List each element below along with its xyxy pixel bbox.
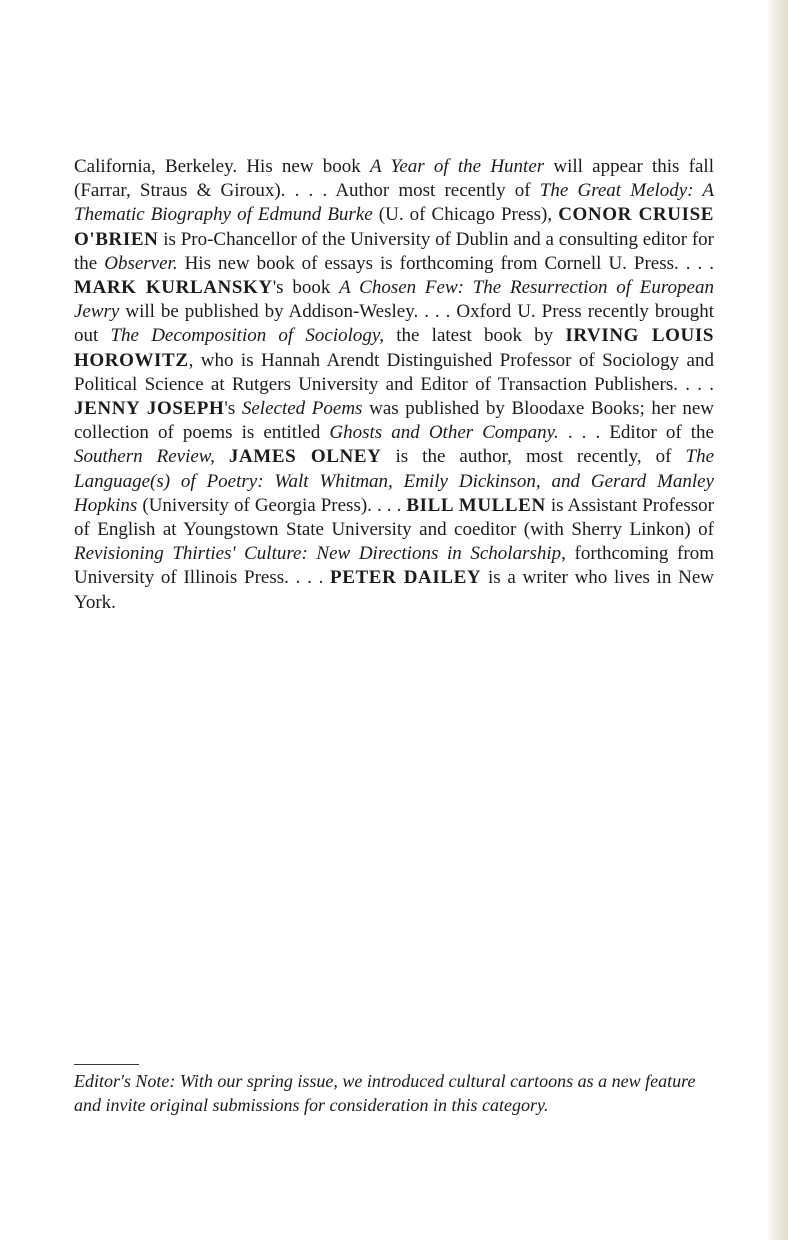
- contributor-name: BILL MULLEN: [406, 494, 546, 516]
- contributor-name: JAMES OLNEY: [228, 446, 382, 468]
- text-run: His new book of essays is forthcoming from Cornell U. Press. . . .: [177, 252, 715, 274]
- contributors-paragraph: [74, 155, 714, 615]
- editor-note: Editor's Note: With our spring issue, we introduced cultural cartoons as a new feature and invite original submissions for consideration in this category.: [74, 1071, 696, 1115]
- text-run: will appear this fall (Farrar, Straus & Giroux). . . . Author most recently of: [74, 156, 714, 202]
- book-title: The Decomposition of Sociology,: [110, 325, 385, 347]
- text-run: forthcoming from University of Illinois Press. . . .: [74, 543, 714, 589]
- book-title: Revisioning Thirties' Culture: New Directions in Scholarship,: [74, 543, 566, 565]
- book-title: A Year of the Hunter: [370, 156, 545, 177]
- text-run: was published by Bloodaxe Books; her new collection of poems is entitled: [74, 398, 714, 444]
- book-title: The Language(s) of Poetry: Walt Whitman, Emily Dickinson, and Gerard Manley Hopkins: [74, 446, 714, 516]
- publication-title: Observer.: [104, 252, 178, 274]
- text-run: is a writer who lives in New York.: [74, 567, 714, 613]
- page-spine-shadow: [766, 0, 788, 1240]
- contributor-name: PETER DAILEY: [330, 567, 482, 589]
- contributor-name: CONOR CRUISE O'BRIEN: [74, 204, 715, 250]
- text-run: (University of Georgia Press). . . .: [137, 494, 407, 516]
- footnote-rule: [74, 1064, 139, 1065]
- publication-title: Southern Review,: [74, 446, 215, 468]
- book-title: A Chosen Few: The Resurrection of European Jewry: [74, 277, 714, 323]
- book-title: Ghosts and Other Company.: [329, 422, 559, 444]
- contributor-name: IRVING LOUIS HOROWITZ: [74, 325, 714, 371]
- text-run: California, Berkeley. His new book: [74, 156, 371, 177]
- text-run: is Assistant Professor of English at Youngstown State University and coeditor (with Sherry Linkon) of: [74, 494, 714, 541]
- text-run: 's book: [272, 277, 340, 299]
- text-run: the latest book by: [384, 325, 566, 347]
- contributor-name: MARK KURLANSKY: [74, 277, 273, 299]
- text-run: , who is Hannah Arendt Distinguished Professor of Sociology and Political Science at Rutgers University and Editor of Transaction Publishers. . . .: [74, 349, 714, 395]
- text-run: 's: [224, 398, 242, 420]
- text-run: (U. of Chicago Press),: [372, 204, 559, 226]
- text-run: [215, 446, 229, 467]
- text-run: is the author, most recently, of: [381, 446, 686, 468]
- text-run: is Pro-Chancellor of the University of Dublin and a consulting editor for the: [74, 228, 714, 274]
- book-title: Selected Poems: [241, 398, 363, 420]
- text-run: . . . Editor of the: [558, 422, 714, 444]
- contributor-name: JENNY JOSEPH: [74, 398, 225, 420]
- text-run: will be published by Addison-Wesley. . . . Oxford U. Press recently brought out: [74, 301, 714, 347]
- book-title: The Great Melody: A Thematic Biography of Edmund Burke: [74, 180, 714, 226]
